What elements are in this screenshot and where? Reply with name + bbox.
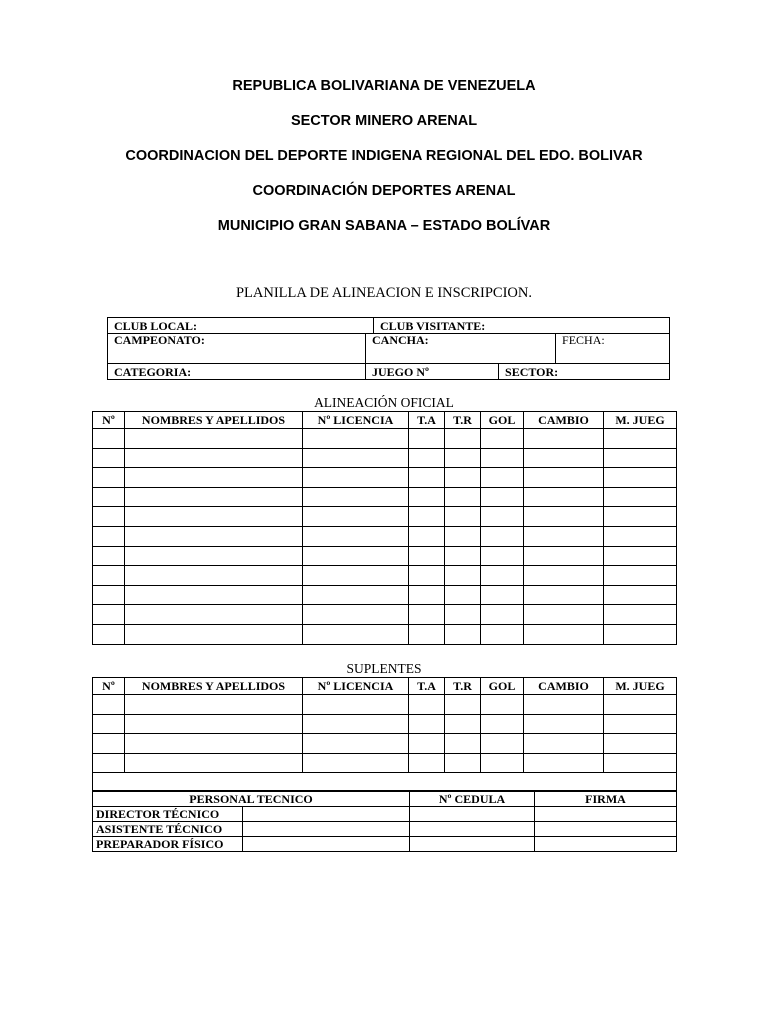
player-cell[interactable] (604, 605, 677, 625)
player-cell[interactable] (445, 448, 481, 468)
player-row (93, 526, 677, 546)
player-cell[interactable] (125, 734, 303, 754)
lineup-title: ALINEACIÓN OFICIAL (314, 395, 454, 410)
player-cell[interactable] (481, 487, 524, 507)
player-cell[interactable] (303, 605, 409, 625)
player-cell[interactable] (409, 546, 445, 566)
player-cell[interactable] (409, 468, 445, 488)
player-cell[interactable] (303, 753, 409, 773)
lineup-header-row (93, 412, 677, 429)
col-matches-played: M. JUEG (604, 412, 677, 429)
player-cell[interactable] (524, 448, 604, 468)
substitutes-title: SUPLENTES (346, 661, 422, 676)
player-cell[interactable] (93, 468, 125, 488)
player-cell[interactable] (303, 714, 409, 734)
staff-table (92, 790, 677, 852)
player-cell[interactable] (524, 566, 604, 586)
player-cell[interactable] (409, 753, 445, 773)
header-line-sports: COORDINACIÓN DEPORTES ARENAL (252, 183, 516, 199)
col-names: NOMBRES Y APELLIDOS (125, 678, 303, 695)
col-matches-played: M. JUEG (604, 678, 677, 695)
player-row (93, 695, 677, 715)
player-cell[interactable] (125, 714, 303, 734)
player-row (93, 734, 677, 754)
player-cell[interactable] (125, 448, 303, 468)
player-cell[interactable] (303, 429, 409, 449)
player-cell[interactable] (445, 714, 481, 734)
player-cell[interactable] (445, 429, 481, 449)
player-row (93, 624, 677, 644)
col-id-number: Nº CEDULA (410, 791, 535, 807)
player-cell[interactable] (524, 546, 604, 566)
player-cell[interactable] (303, 546, 409, 566)
player-cell[interactable] (481, 624, 524, 644)
player-cell[interactable] (409, 429, 445, 449)
player-cell[interactable] (481, 605, 524, 625)
player-cell[interactable] (303, 448, 409, 468)
player-cell[interactable] (481, 546, 524, 566)
player-cell[interactable] (524, 468, 604, 488)
player-cell[interactable] (524, 695, 604, 715)
player-cell[interactable] (303, 487, 409, 507)
player-cell[interactable] (125, 753, 303, 773)
player-cell[interactable] (604, 546, 677, 566)
player-cell[interactable] (93, 753, 125, 773)
player-row (93, 753, 677, 773)
player-cell[interactable] (125, 566, 303, 586)
player-row (93, 468, 677, 488)
player-cell[interactable] (93, 566, 125, 586)
player-cell[interactable] (481, 585, 524, 605)
player-cell[interactable] (445, 507, 481, 527)
player-cell[interactable] (445, 546, 481, 566)
player-cell[interactable] (604, 507, 677, 527)
player-cell[interactable] (409, 566, 445, 586)
col-signature: FIRMA (535, 791, 677, 807)
staff-signature-cell[interactable] (535, 837, 677, 852)
player-row (93, 507, 677, 527)
staff-name-cell[interactable] (243, 822, 410, 837)
player-cell[interactable] (524, 753, 604, 773)
substitutes-header-row (93, 678, 677, 695)
player-cell[interactable] (481, 714, 524, 734)
player-cell[interactable] (409, 526, 445, 546)
player-cell[interactable] (303, 585, 409, 605)
col-names: NOMBRES Y APELLIDOS (125, 412, 303, 429)
player-cell[interactable] (524, 526, 604, 546)
player-cell[interactable] (604, 468, 677, 488)
player-cell[interactable] (93, 546, 125, 566)
player-row (93, 714, 677, 734)
player-cell[interactable] (125, 605, 303, 625)
staff-name-cell[interactable] (243, 807, 410, 822)
col-yellow-card: T.A (409, 678, 445, 695)
form-title: PLANILLA DE ALINEACION E INSCRIPCION. (235, 285, 533, 301)
header-line-coordination: COORDINACION DEL DEPORTE INDIGENA REGIONAL DEL EDO. BOLIVAR (125, 148, 643, 164)
col-yellow-card: T.A (409, 412, 445, 429)
categoria-field[interactable]: CATEGORIA: (108, 364, 366, 380)
player-cell[interactable] (524, 624, 604, 644)
col-license: Nº LICENCIA (303, 412, 409, 429)
player-cell[interactable] (604, 734, 677, 754)
player-cell[interactable] (125, 507, 303, 527)
staff-header-row (93, 791, 677, 807)
player-cell[interactable] (409, 695, 445, 715)
player-cell[interactable] (125, 585, 303, 605)
player-cell[interactable] (604, 487, 677, 507)
campeonato-field[interactable]: CAMPEONATO: (108, 334, 366, 364)
player-cell[interactable] (524, 585, 604, 605)
spacer-row (93, 773, 677, 792)
player-cell[interactable] (409, 487, 445, 507)
player-cell[interactable] (604, 753, 677, 773)
player-cell[interactable] (409, 605, 445, 625)
sector-field[interactable]: SECTOR: (499, 364, 670, 380)
player-row (93, 429, 677, 449)
player-cell[interactable] (303, 507, 409, 527)
player-cell[interactable] (93, 526, 125, 546)
player-cell[interactable] (481, 526, 524, 546)
player-row (93, 487, 677, 507)
player-cell[interactable] (481, 448, 524, 468)
player-cell[interactable] (604, 448, 677, 468)
player-cell[interactable] (604, 585, 677, 605)
header-line-municipality: MUNICIPIO GRAN SABANA – ESTADO BOLÍVAR (217, 218, 551, 234)
player-cell[interactable] (481, 753, 524, 773)
cancha-field[interactable]: CANCHA: (366, 334, 556, 364)
player-cell[interactable] (409, 624, 445, 644)
player-row (93, 448, 677, 468)
player-cell[interactable] (445, 695, 481, 715)
player-row (93, 546, 677, 566)
player-cell[interactable] (445, 566, 481, 586)
player-cell[interactable] (524, 714, 604, 734)
player-cell[interactable] (93, 714, 125, 734)
col-red-card: T.R (445, 678, 481, 695)
player-cell[interactable] (93, 487, 125, 507)
player-cell[interactable] (481, 507, 524, 527)
player-cell[interactable] (445, 734, 481, 754)
player-cell[interactable] (604, 624, 677, 644)
player-cell[interactable] (125, 546, 303, 566)
player-cell[interactable] (524, 429, 604, 449)
player-cell[interactable] (481, 734, 524, 754)
role-label: PREPARADOR FÍSICO (93, 837, 243, 852)
player-cell[interactable] (93, 429, 125, 449)
player-cell[interactable] (303, 695, 409, 715)
player-cell[interactable] (303, 624, 409, 644)
player-cell[interactable] (481, 468, 524, 488)
player-cell[interactable] (303, 468, 409, 488)
col-change: CAMBIO (524, 412, 604, 429)
col-number: Nº (93, 412, 125, 429)
player-cell[interactable] (409, 714, 445, 734)
player-cell[interactable] (409, 734, 445, 754)
spacer-cell (93, 773, 677, 792)
match-info-table (107, 317, 670, 380)
staff-name-cell[interactable] (243, 837, 410, 852)
fecha-field[interactable]: FECHA: (556, 334, 670, 364)
player-cell[interactable] (604, 695, 677, 715)
player-cell[interactable] (125, 429, 303, 449)
player-cell[interactable] (409, 507, 445, 527)
player-cell[interactable] (524, 487, 604, 507)
col-red-card: T.R (445, 412, 481, 429)
header-line-sector: SECTOR MINERO ARENAL (290, 113, 478, 129)
player-cell[interactable] (93, 585, 125, 605)
col-number: Nº (93, 678, 125, 695)
player-cell[interactable] (125, 487, 303, 507)
club-local-field[interactable]: CLUB LOCAL: (108, 318, 374, 334)
player-cell[interactable] (524, 605, 604, 625)
player-cell[interactable] (125, 624, 303, 644)
player-cell[interactable] (445, 624, 481, 644)
player-cell[interactable] (93, 695, 125, 715)
player-cell[interactable] (604, 566, 677, 586)
player-cell[interactable] (604, 526, 677, 546)
col-technical-staff: PERSONAL TECNICO (93, 791, 410, 807)
col-goals: GOL (481, 678, 524, 695)
player-cell[interactable] (445, 585, 481, 605)
col-license: Nº LICENCIA (303, 678, 409, 695)
staff-row-physical-trainer (93, 837, 677, 852)
lineup-table (92, 411, 677, 645)
player-cell[interactable] (445, 487, 481, 507)
player-cell[interactable] (303, 566, 409, 586)
player-cell[interactable] (303, 526, 409, 546)
player-cell[interactable] (409, 448, 445, 468)
header-line-republic: REPUBLICA BOLIVARIANA DE VENEZUELA (232, 78, 536, 94)
player-cell[interactable] (125, 695, 303, 715)
player-cell[interactable] (445, 526, 481, 546)
player-cell[interactable] (93, 507, 125, 527)
juego-field[interactable]: JUEGO Nº (366, 364, 499, 380)
club-visitante-field[interactable]: CLUB VISITANTE: (374, 318, 670, 334)
player-cell[interactable] (125, 468, 303, 488)
role-label: ASISTENTE TÉCNICO (93, 822, 243, 837)
player-cell[interactable] (445, 753, 481, 773)
staff-row-assistant (93, 822, 677, 837)
player-row (93, 566, 677, 586)
player-cell[interactable] (93, 624, 125, 644)
staff-id-cell[interactable] (410, 837, 535, 852)
staff-id-cell[interactable] (410, 807, 535, 822)
staff-id-cell[interactable] (410, 822, 535, 837)
player-cell[interactable] (481, 695, 524, 715)
player-cell[interactable] (481, 429, 524, 449)
player-cell[interactable] (303, 734, 409, 754)
player-cell[interactable] (604, 714, 677, 734)
player-row (93, 605, 677, 625)
col-goals: GOL (481, 412, 524, 429)
player-cell[interactable] (93, 605, 125, 625)
role-label: DIRECTOR TÉCNICO (93, 807, 243, 822)
player-cell[interactable] (524, 507, 604, 527)
staff-signature-cell[interactable] (535, 822, 677, 837)
player-cell[interactable] (125, 526, 303, 546)
player-cell[interactable] (93, 448, 125, 468)
player-cell[interactable] (445, 605, 481, 625)
player-cell[interactable] (93, 734, 125, 754)
staff-signature-cell[interactable] (535, 807, 677, 822)
player-cell[interactable] (524, 734, 604, 754)
player-row (93, 585, 677, 605)
substitutes-table (92, 677, 677, 792)
player-cell[interactable] (409, 585, 445, 605)
player-cell[interactable] (481, 566, 524, 586)
player-cell[interactable] (445, 468, 481, 488)
staff-row-director (93, 807, 677, 822)
col-change: CAMBIO (524, 678, 604, 695)
player-cell[interactable] (604, 429, 677, 449)
